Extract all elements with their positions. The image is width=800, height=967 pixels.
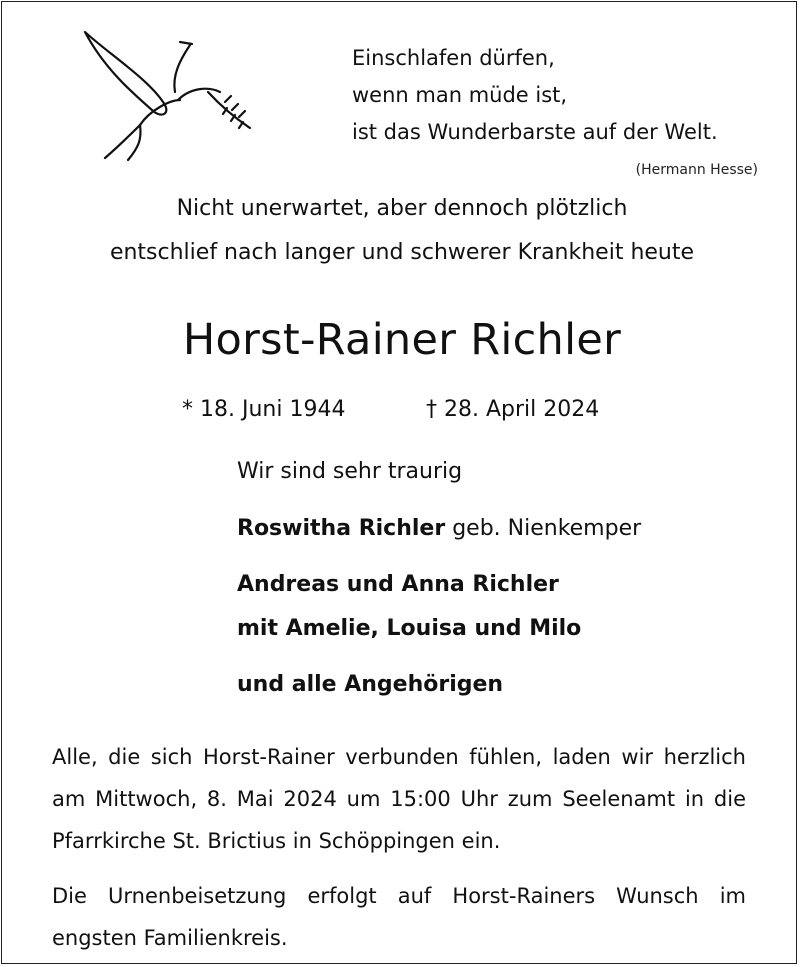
intro-line-1: Nicht unerwartet, aber dennoch plötzlich xyxy=(176,196,628,221)
poem xyxy=(352,40,718,151)
poem-line: ist das Wunderbarste auf der Welt. xyxy=(352,120,718,144)
birth-date: * 18. Juni 1944 xyxy=(182,397,346,422)
intro-line-2: entschlief nach langer und schwerer Krankheit heute xyxy=(109,240,695,265)
poem-line: wenn man müde ist, xyxy=(352,83,568,107)
deceased-name: Horst-Rainer Richler xyxy=(182,315,622,365)
wife-name: Roswitha Richler xyxy=(237,516,446,541)
wife-maiden-name: geb. Nienkemper xyxy=(445,516,642,541)
mourner-grandchildren: mit Amelie, Louisa und Milo xyxy=(237,616,582,641)
dove-icon xyxy=(80,30,260,170)
poem-author: (Hermann Hesse) xyxy=(635,162,758,178)
poem-line: Einschlafen dürfen, xyxy=(352,46,555,70)
obituary-frame xyxy=(1,1,797,964)
burial-paragraph: Die Urnenbeisetzung erfolgt auf Horst-Rainers Wunsch im engsten Familienkreis. xyxy=(52,884,746,950)
mourner-children: Andreas und Anna Richler xyxy=(237,572,559,597)
mourner-wife xyxy=(237,516,641,541)
invitation-paragraph: Alle, die sich Horst-Rainer verbunden fühlen, laden wir herzlich am Mittwoch, 8. Mai 2024 um 15:00 Uhr zum Seelenamt in die Pfarrkirche St. Brictius in Schöppingen ein. xyxy=(52,745,746,853)
mourners-intro: Wir sind sehr traurig xyxy=(237,459,463,484)
mourner-relatives: und alle Angehörigen xyxy=(237,672,504,697)
death-date: † 28. April 2024 xyxy=(426,397,600,422)
